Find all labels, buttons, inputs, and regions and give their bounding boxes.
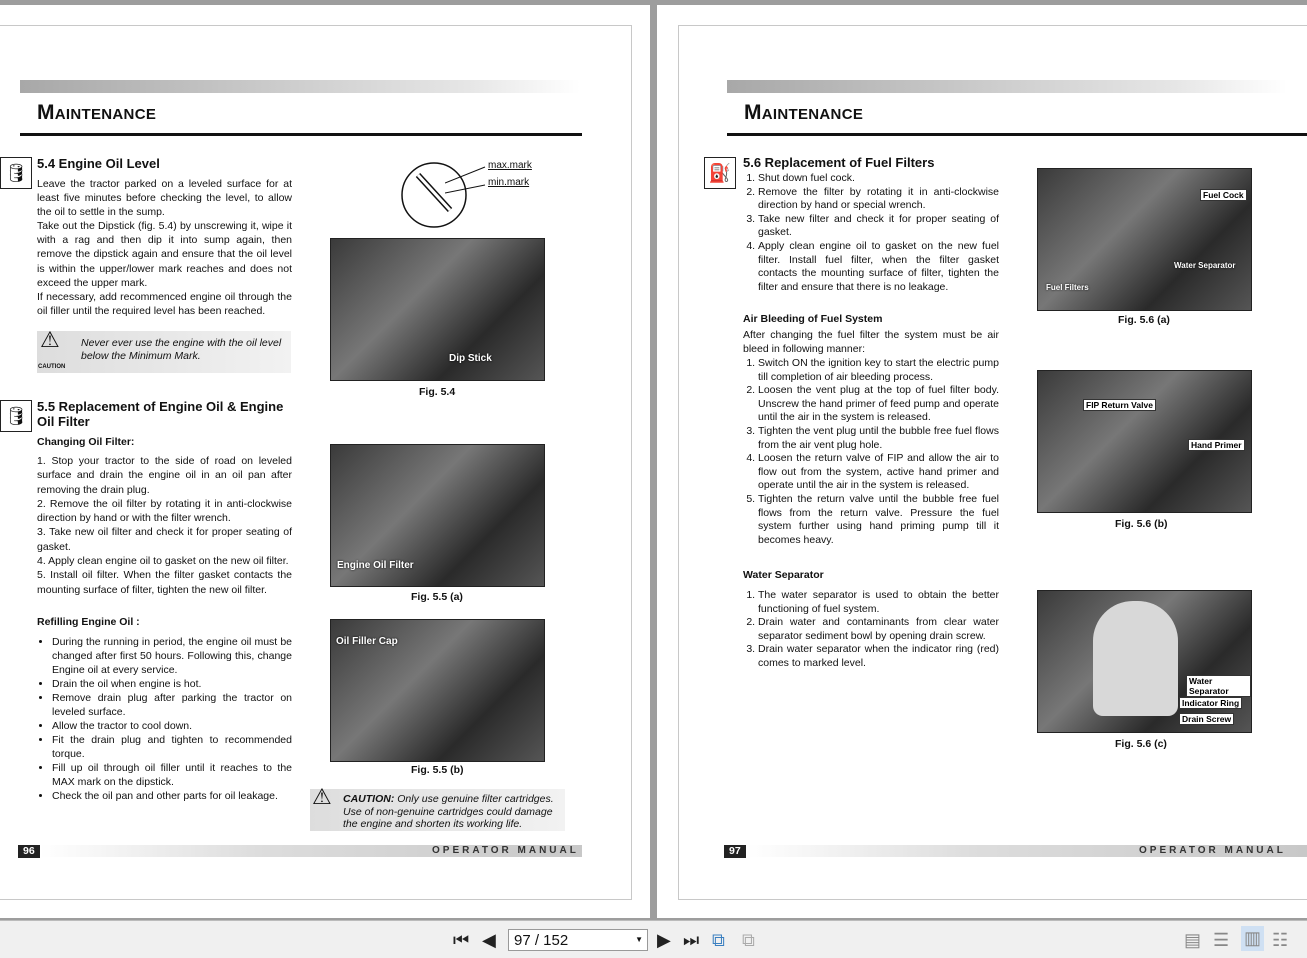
page-number: 97: [724, 845, 746, 858]
next-page-button[interactable]: ▶: [657, 930, 671, 950]
list-item: • Allow the tractor to cool down.: [52, 719, 292, 733]
figure-5-4-photo: [330, 238, 545, 381]
photo-label: Dip Stick: [449, 353, 492, 364]
list-item: 4. Apply clean engine oil to gasket on the new fuel filter. Install fuel filter, when the filter gasket contacts the mounting surface of filter, tighten the filter and ensure that there is no leakage.: [758, 240, 999, 294]
caution-label: CAUTION: [38, 364, 66, 370]
list-item: 3. Drain water separator when the indicator ring (red) comes to marked level.: [758, 643, 999, 670]
continuous-view-icon[interactable]: ☰: [1213, 930, 1230, 950]
photo-label: Drain Screw: [1179, 713, 1234, 725]
step: 5. Install oil filter. When the filter gasket contacts the mounting surface of filter, tighten the new oil filter.: [37, 569, 292, 596]
subheading: Changing Oil Filter:: [37, 436, 135, 448]
two-page-continuous-view-icon[interactable]: ☷: [1272, 930, 1289, 950]
photo-label: Hand Primer: [1188, 439, 1245, 451]
right-page: [657, 5, 1307, 918]
air-bleeding-steps: [743, 357, 999, 547]
figure-5-6a-photo: [1037, 168, 1252, 311]
list-item: • Remove drain plug after parking the tractor on leveled surface.: [52, 691, 292, 719]
water-separator-steps: [743, 589, 999, 671]
paragraph: After changing the fuel filter the system must be air bleed in following manner:: [743, 329, 999, 355]
left-page: [0, 5, 650, 918]
photo-label: Water Separator: [1174, 261, 1236, 270]
paragraph: Take out the Dipstick (fig. 5.4) by unscrewing it, wipe it with a rag and then dip it into sump again, then remove the dipstick again and ensure that the oil level is within the upper/lower mark reaches and does not exceed the upper mark.: [37, 220, 292, 289]
photo-label: FIP Return Valve: [1083, 399, 1156, 411]
header-band: [727, 80, 1287, 93]
list-item: • Drain the oil when engine is hot.: [52, 677, 292, 691]
min-mark-label: min.mark: [488, 177, 530, 188]
subheading: Water Separator: [743, 569, 824, 581]
photo-label: Fuel Filters: [1046, 283, 1089, 292]
changing-steps: [37, 454, 292, 597]
step: 2. Remove the oil filter by rotating it in anti-clockwise direction by hand or with the filter wrench.: [37, 497, 292, 525]
warning-icon: ⚠: [40, 327, 60, 352]
two-page-view-icon[interactable]: ▥: [1241, 926, 1264, 951]
max-mark-label: max.mark: [488, 160, 532, 171]
photo-label: Indicator Ring: [1179, 697, 1242, 709]
step: 1. Stop your tractor to the side of road on leveled surface and drain the engine oil in an oil pan after removing the drain plug.: [37, 455, 292, 496]
oil-can-icon: 🛢: [0, 157, 32, 189]
footer-label: OPERATOR MANUAL: [432, 845, 579, 856]
header-rule: [20, 133, 582, 136]
figure-caption: Fig. 5.5 (a): [411, 591, 463, 603]
list-item: 4. Loosen the return valve of FIP and allow the air to flow out from the system, active hand primer and operate until the air in the system is released.: [758, 452, 999, 493]
list-item: 1. Switch ON the ignition key to start the electric pump till completion of air bleeding process.: [758, 357, 999, 384]
first-page-button[interactable]: ⏮: [453, 930, 470, 950]
caution-text: Never ever use the engine with the oil level below the Minimum Mark.: [81, 337, 282, 362]
previous-page-button[interactable]: ◀: [482, 930, 496, 950]
chevron-down-icon[interactable]: ▼: [635, 935, 643, 944]
list-item: 2. Loosen the vent plug at the top of fuel filter body. Unscrew the hand primer of feed pump and operate until the air in the system is released.: [758, 384, 999, 425]
section-title: 5.4 Engine Oil Level: [37, 156, 160, 171]
figure-5-6c-photo: [1037, 590, 1252, 733]
figure-caption: Fig. 5.4: [419, 386, 456, 398]
list-item: 3. Take new filter and check it for proper seating of gasket.: [758, 213, 999, 240]
figure-caption: Fig. 5.6 (b): [1115, 518, 1168, 530]
step: 3. Take new oil filter and check it for proper seating of gasket.: [37, 526, 292, 553]
paragraph: Leave the tractor parked on a leveled surface for at least five minutes before checking the level, to allow the oil to settle in the sump.: [37, 178, 292, 219]
last-page-button[interactable]: ⏭: [683, 930, 700, 950]
list-item: 5. Tighten the return valve until the bubble free fuel flows from the return valve. Pressure the fuel system further using hand priming pump till it becomes heavy.: [758, 493, 999, 547]
paragraph: If necessary, add recommenced engine oil through the oil filler until the required level has been reached.: [37, 290, 292, 317]
photo-label: Engine Oil Filter: [337, 560, 414, 571]
step: 4. Apply clean engine oil to gasket on the new oil filter.: [37, 555, 289, 568]
photo-label: Water Separator: [1186, 675, 1251, 697]
page-number: 96: [18, 845, 40, 858]
refilling-list: [37, 635, 292, 803]
section-body: [37, 177, 292, 318]
section-title: 5.5 Replacement of Engine Oil & Engine Oil Filter: [37, 399, 284, 429]
page-title: Maintenance: [744, 101, 864, 124]
photo-label: Fuel Cock: [1200, 189, 1247, 201]
fuel-filter-steps: [743, 172, 999, 294]
page-value: 97 / 152: [514, 932, 569, 949]
single-page-view-icon[interactable]: ▤: [1184, 930, 1202, 950]
photo-label: Oil Filler Cap: [336, 636, 398, 647]
list-item: • During the running in period, the engine oil must be changed after first 50 hours. Following this, change Engine oil at every service.: [52, 635, 292, 677]
caution-text: Only use genuine filter cartridges. Use of non-genuine cartridges could damage the engine and shorten its working life.: [343, 793, 554, 830]
list-item: 1. Shut down fuel cock.: [758, 172, 999, 186]
caution-label: CAUTION:: [343, 793, 395, 805]
figure-5-5b-photo: [330, 619, 545, 762]
header-band: [20, 80, 580, 93]
footer-label: OPERATOR MANUAL: [1139, 845, 1286, 856]
viewer-toolbar: [0, 920, 1307, 958]
subheading: Refilling Engine Oil :: [37, 616, 140, 628]
list-item: 2. Remove the filter by rotating it in anti-clockwise direction by hand or special wrench.: [758, 186, 999, 213]
figure-caption: Fig. 5.6 (c): [1115, 738, 1167, 750]
caution-box: [310, 784, 565, 831]
figure-caption: Fig. 5.5 (b): [411, 764, 464, 776]
header-rule: [727, 133, 1307, 136]
caution-box: [37, 327, 291, 373]
back-view-icon[interactable]: ⧉: [712, 930, 725, 950]
page-title: Maintenance: [37, 101, 157, 124]
list-item: • Fill up oil through oil filler until it reaches to the MAX mark on the dipstick.: [52, 761, 292, 789]
page-selector[interactable]: [508, 929, 648, 951]
list-item: • Fit the drain plug and tighten to recommended torque.: [52, 733, 292, 761]
fuel-pump-icon: ⛽: [704, 157, 736, 189]
list-item: 3. Tighten the vent plug until the bubble free fuel flows from the air vent plug hole.: [758, 425, 999, 452]
list-item: 1. The water separator is used to obtain the better functioning of fuel system.: [758, 589, 999, 616]
subheading: Air Bleeding of Fuel System: [743, 313, 883, 325]
list-item: 2. Drain water and contaminants from clear water separator sediment bowl by opening drain screw.: [758, 616, 999, 643]
list-item: • Check the oil pan and other parts for oil leakage.: [52, 789, 292, 803]
warning-icon: ⚠: [312, 784, 332, 809]
figure-5-5a-photo: [330, 444, 545, 587]
water-separator-image: [1093, 601, 1178, 716]
figure-5-6b-photo: [1037, 370, 1252, 513]
figure-caption: Fig. 5.6 (a): [1118, 314, 1170, 326]
section-title: 5.6 Replacement of Fuel Filters: [743, 155, 935, 170]
forward-view-icon[interactable]: ⧉: [742, 930, 755, 950]
oil-filter-icon: 🛢: [0, 400, 32, 432]
